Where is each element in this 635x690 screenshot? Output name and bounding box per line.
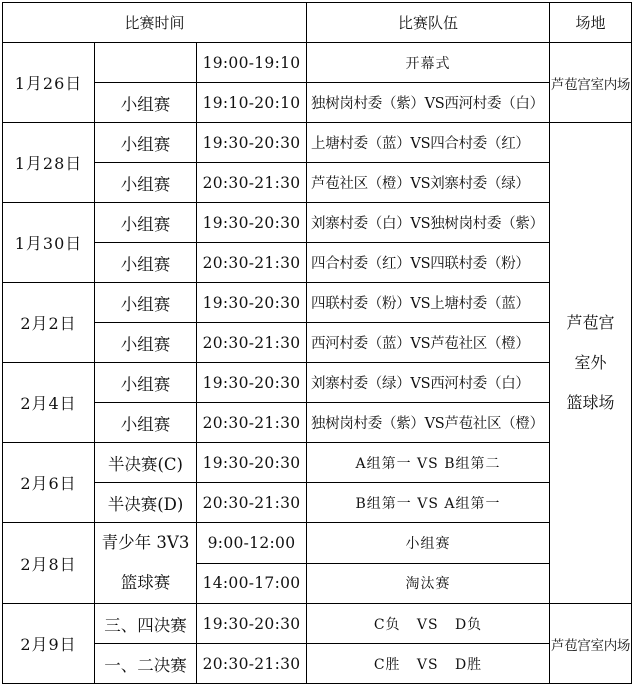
time-cell: 19:30-20:30: [197, 283, 307, 323]
time-cell: 19:10-20:10: [197, 83, 307, 123]
teams-cell: 独树岗村委（紫）VS西河村委（白）: [307, 83, 550, 123]
time-cell: 20:30-21:30: [197, 163, 307, 203]
date-cell: 2月6日: [3, 443, 95, 523]
time-cell: 19:30-20:30: [197, 363, 307, 403]
stage-cell-youth: [95, 523, 197, 604]
teams-cell: 芦苞社区（橙）VS刘寨村委（绿）: [307, 163, 550, 203]
stage-cell: 小组赛: [95, 283, 197, 323]
table-row: [3, 43, 632, 83]
table-row: [3, 403, 632, 443]
table-row: [3, 644, 632, 684]
date-cell: 1月26日: [3, 43, 95, 123]
time-cell: 19:30-20:30: [197, 604, 307, 644]
table-row: [3, 483, 632, 523]
stage-cell: 小组赛: [95, 363, 197, 403]
table-row: [3, 323, 632, 363]
teams-cell: 上塘村委（蓝）VS四合村委（红）: [307, 123, 550, 163]
table-row: [3, 283, 632, 323]
time-cell: 20:30-21:30: [197, 403, 307, 443]
table-row: [3, 363, 632, 403]
stage-cell: 半决赛(D): [95, 483, 197, 523]
header-time: 比赛时间: [3, 3, 307, 43]
time-cell: 9:00-12:00: [197, 523, 307, 564]
stage-cell: 小组赛: [95, 323, 197, 363]
venue-outdoor-cell: [550, 123, 632, 604]
table-row: [3, 604, 632, 644]
table-row: [3, 243, 632, 283]
date-cell: 1月30日: [3, 203, 95, 283]
stage-cell: 三、四决赛: [95, 604, 197, 644]
teams-cell: C负 VS D负: [307, 604, 550, 644]
stage-line: 青少年 3V3: [101, 533, 190, 552]
stage-cell: 小组赛: [95, 203, 197, 243]
schedule-table: [2, 2, 632, 684]
stage-cell: 小组赛: [95, 83, 197, 123]
venue-indoor-cell: 芦苞宫室内场: [550, 604, 632, 684]
teams-cell: 四合村委（红）VS四联村委（粉）: [307, 243, 550, 283]
header-venue: 场地: [550, 3, 632, 43]
time-cell: 19:30-20:30: [197, 203, 307, 243]
time-cell: 20:30-21:30: [197, 483, 307, 523]
date-cell: 1月28日: [3, 123, 95, 203]
table-row: [3, 203, 632, 243]
teams-cell: 四联村委（粉）VS上塘村委（蓝）: [307, 283, 550, 323]
teams-cell: 刘寨村委（绿）VS西河村委（白）: [307, 363, 550, 403]
stage-cell: 小组赛: [95, 403, 197, 443]
time-cell: 14:00-17:00: [197, 563, 307, 604]
date-cell: 2月8日: [3, 523, 95, 604]
venue-outdoor-line: 室外: [574, 353, 607, 372]
teams-cell: A组第一 VS B组第二: [307, 443, 550, 483]
time-cell: 19:30-20:30: [197, 443, 307, 483]
stage-line: 篮球赛: [120, 573, 171, 592]
stage-cell: 半决赛(C): [95, 443, 197, 483]
stage-cell: 一、二决赛: [95, 644, 197, 684]
time-cell: 20:30-21:30: [197, 323, 307, 363]
stage-cell: 小组赛: [95, 243, 197, 283]
date-cell: 2月2日: [3, 283, 95, 363]
venue-outdoor-line: 芦苞宫: [566, 313, 615, 332]
teams-cell: 刘寨村委（白）VS独树岗村委（紫）: [307, 203, 550, 243]
date-cell: 2月9日: [3, 604, 95, 684]
stage-cell: 小组赛: [95, 123, 197, 163]
table-row: [3, 523, 632, 564]
venue-outdoor-line: 篮球场: [566, 393, 615, 412]
time-cell: 19:30-20:30: [197, 123, 307, 163]
teams-cell: 开幕式: [307, 43, 550, 83]
table-row: [3, 443, 632, 483]
teams-cell: 西河村委（蓝）VS芦苞社区（橙）: [307, 323, 550, 363]
table-row: [3, 123, 632, 163]
teams-cell: 独树岗村委（紫）VS芦苞社区（橙）: [307, 403, 550, 443]
header-teams: 比赛队伍: [307, 3, 550, 43]
time-cell: 20:30-21:30: [197, 644, 307, 684]
table-row: [3, 83, 632, 123]
teams-cell: B组第一 VS A组第一: [307, 483, 550, 523]
table-row: [3, 163, 632, 203]
teams-cell: 淘汰赛: [307, 563, 550, 604]
stage-cell: 小组赛: [95, 163, 197, 203]
stage-cell: [95, 43, 197, 83]
time-cell: 20:30-21:30: [197, 243, 307, 283]
time-cell: 19:00-19:10: [197, 43, 307, 83]
teams-cell: C胜 VS D胜: [307, 644, 550, 684]
teams-cell: 小组赛: [307, 523, 550, 564]
venue-indoor-cell: 芦苞宫室内场: [550, 43, 632, 123]
date-cell: 2月4日: [3, 363, 95, 443]
header-row: [3, 3, 632, 43]
